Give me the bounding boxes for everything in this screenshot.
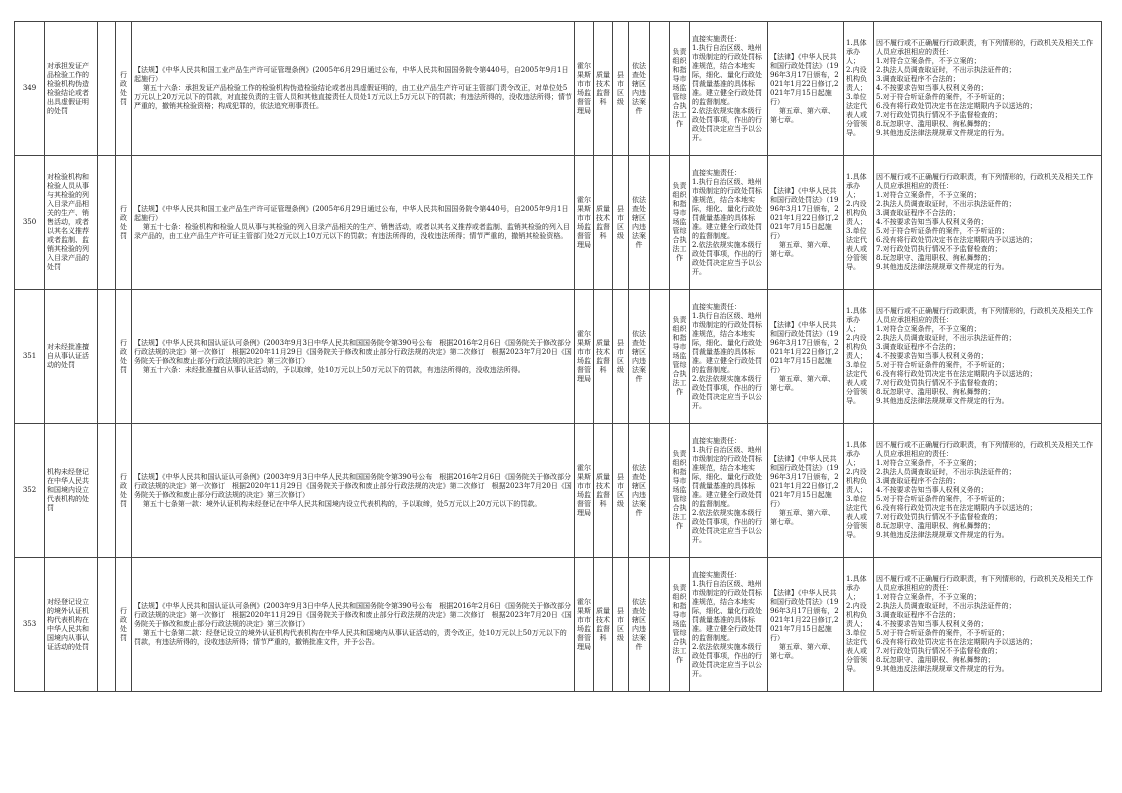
item-type: 行政处罚 [116, 290, 132, 424]
implementing-department: 霍尔果斯市市场监督管理局 [575, 558, 594, 692]
implementing-department: 霍尔果斯市市场监督管理局 [575, 290, 594, 424]
duty-scope: 依法查处辖区内违法案件 [629, 424, 650, 558]
accountability-clauses: 因不履行或不正确履行行政职责，有下列情形的，行政机关及相关工作人员应承担相应的责任： 1.对符合立案条件，不予立案的； 2.执法人员调查取证时，不出示执法证件的； 3.调查取证程序不合法的； 4.不按要求告知当事人权利义务的； 5.对于符合听证条件的案件，不予听证的； 6.没有将行政处罚决定书在法定期限内予以送达的； 7.对行政处罚执行情况不予监督检查的； 8.玩忽职守、滥用职权、徇私舞弊的； 9.其他违反法律法规规章文件规定的行为。 [874, 424, 1102, 558]
blank-cell [650, 22, 670, 156]
item-type: 行政处罚 [116, 424, 132, 558]
responsible-subject: 1.具体承办人； 2.内设机构负责人； 3.单位法定代表人或分管领导。 [844, 424, 874, 558]
blank-cell [98, 558, 116, 692]
responsible-office: 质量技术监督科 [594, 290, 613, 424]
duty-scope: 依法查处辖区内违法案件 [629, 290, 650, 424]
duty-content: 直接实施责任： 1.执行自治区级、地州市级制定的行政处罚标准规范，结合本地实际，细化、量化行政处罚裁量基准的具体标准。建立健全行政处罚的监督制度。 2.依法依规实施本级行政处罚事项，作出的行政处罚决定应当予以公开。 [690, 558, 768, 692]
row-number: 352 [15, 424, 45, 558]
implementing-department: 霍尔果斯市市场监督管理局 [575, 22, 594, 156]
duty-scope: 依法查处辖区内违法案件 [629, 156, 650, 290]
admin-level: 县市区级 [613, 290, 629, 424]
item-name: 对检验机构和检验人员从事与其检验的列入目录产品相关的生产、销售活动，或者以其名义推荐或者监制、监销其检验的列入目录产品的处罚 [45, 156, 98, 290]
blank-cell [650, 424, 670, 558]
table-row [15, 424, 1102, 558]
duty-legal-basis: 【法律】《中华人民共和国行政处罚法》（1996年3月17日颁布，2021年1月22日修订,2021年7月15日起施行） 第五章、第六章、第七章。 [768, 424, 844, 558]
blank-cell [98, 290, 116, 424]
duty-scope: 依法查处辖区内违法案件 [629, 22, 650, 156]
item-name: 对经登记设立的境外认证机构代表机构在中华人民共和国境内从事认证活动的处罚 [45, 558, 98, 692]
duty-content: 直接实施责任： 1.执行自治区级、地州市级制定的行政处罚标准规范，结合本地实际，细化、量化行政处罚裁量基准的具体标准。建立健全行政处罚的监督制度。 2.依法依规实施本级行政处罚事项，作出的行政处罚决定应当予以公开。 [690, 424, 768, 558]
legal-basis: 【法规】《中华人民共和国工业产品生产许可证管理条例》(2005年6月29日通过公布，中华人民共和国国务院令第440号，自2005年9月1日起施行） 第五十七条：检验机构和检验人员从事与其检验的列入目录产品相关的生产、销售活动，或者以其名义推荐或者监制、监销其检验的列入目录产品的，由工业产品生产许可证主管部门处2万元以上10万元以下的罚款；有违法所得的，没收违法所得；情节严重的，撤销其检验资格。 [132, 156, 575, 290]
duty-legal-basis: 【法律】《中华人民共和国行政处罚法》（1996年3月17日颁布，2021年1月22日修订,2021年7月15日起施行） 第五章、第六章、第七章。 [768, 156, 844, 290]
row-number: 349 [15, 22, 45, 156]
duty-body: 负责组织和指导市场监管综合执法工作 [670, 558, 690, 692]
responsible-office: 质量技术监督科 [594, 22, 613, 156]
row-number: 353 [15, 558, 45, 692]
duty-body: 负责组织和指导市场监管综合执法工作 [670, 22, 690, 156]
implementing-department: 霍尔果斯市市场监督管理局 [575, 156, 594, 290]
duty-legal-basis: 【法律】《中华人民共和国行政处罚法》（1996年3月17日颁布，2021年1月22日修订,2021年7月15日起施行） 第五章、第六章、第七章。 [768, 290, 844, 424]
blank-cell [98, 156, 116, 290]
table-row [15, 156, 1102, 290]
item-type: 行政处罚 [116, 558, 132, 692]
blank-cell [98, 424, 116, 558]
item-name: 机构未经登记在中华人民共和国境内设立代表机构的处罚 [45, 424, 98, 558]
duty-body: 负责组织和指导市场监管综合执法工作 [670, 424, 690, 558]
duty-legal-basis: 【法律】《中华人民共和国行政处罚法》（1996年3月17日颁布，2021年1月22日修订,2021年7月15日起施行） 第五章、第六章、第七章。 [768, 22, 844, 156]
power-list-table [14, 21, 1102, 692]
duty-content: 直接实施责任： 1.执行自治区级、地州市级制定的行政处罚标准规范，结合本地实际，细化、量化行政处罚裁量基准的具体标准。建立健全行政处罚的监督制度。 2.依法依规实施本级行政处罚事项，作出的行政处罚决定应当予以公开。 [690, 290, 768, 424]
accountability-clauses: 因不履行或不正确履行行政职责，有下列情形的，行政机关及相关工作人员应承担相应的责任： 1.对符合立案条件，不予立案的； 2.执法人员调查取证时，不出示执法证件的； 3.调查取证程序不合法的； 4.不按要求告知当事人权利义务的； 5.对于符合听证条件的案件，不予听证的； 6.没有将行政处罚决定书在法定期限内予以送达的； 7.对行政处罚执行情况不予监督检查的； 8.玩忽职守、滥用职权、徇私舞弊的； 9.其他违反法律法规规章文件规定的行为。 [874, 156, 1102, 290]
accountability-clauses: 因不履行或不正确履行行政职责，有下列情形的，行政机关及相关工作人员应承担相应的责任： 1.对符合立案条件，不予立案的； 2.执法人员调查取证时，不出示执法证件的； 3.调查取证程序不合法的； 4.不按要求告知当事人权利义务的； 5.对于符合听证条件的案件，不予听证的； 6.没有将行政处罚决定书在法定期限内予以送达的； 7.对行政处罚执行情况不予监督检查的； 8.玩忽职守、滥用职权、徇私舞弊的； 9.其他违反法律法规规章文件规定的行为。 [874, 558, 1102, 692]
duty-body: 负责组织和指导市场监管综合执法工作 [670, 156, 690, 290]
responsible-subject: 1.具体承办人； 2.内设机构负责人； 3.单位法定代表人或分管领导。 [844, 558, 874, 692]
responsible-office: 质量技术监督科 [594, 558, 613, 692]
blank-cell [650, 156, 670, 290]
table-row [15, 290, 1102, 424]
item-type: 行政处罚 [116, 22, 132, 156]
row-number: 350 [15, 156, 45, 290]
admin-level: 县市区级 [613, 424, 629, 558]
item-name: 对承担发证产品检验工作的检验机构伪造检验结论或者出具虚假证明的处罚 [45, 22, 98, 156]
implementing-department: 霍尔果斯市市场监督管理局 [575, 424, 594, 558]
accountability-clauses: 因不履行或不正确履行行政职责，有下列情形的，行政机关及相关工作人员应承担相应的责任： 1.对符合立案条件，不予立案的； 2.执法人员调查取证时，不出示执法证件的； 3.调查取证程序不合法的； 4.不按要求告知当事人权利义务的； 5.对于符合听证条件的案件，不予听证的； 6.没有将行政处罚决定书在法定期限内予以送达的； 7.对行政处罚执行情况不予监督检查的； 8.玩忽职守、滥用职权、徇私舞弊的； 9.其他违反法律法规规章文件规定的行为。 [874, 22, 1102, 156]
legal-basis: 【法规】《中华人民共和国认证认可条例》(2003年9月3日中华人民共和国国务院令第390号公布 根据2016年2月6日《国务院关于修改部分行政法规的决定》第一次修订 根据2020年11月29日《国务院关于修改和废止部分行政法规的决定》第二次修订 根据2023年7月20日《国务院关于修改和废止部分行政法规的决定》第三次修订） 第五十七条第一款：境外认证机构未经登记在中华人民共和国境内设立代表机构的，予以取缔，处5万元以上20万元以下的罚款。 [132, 424, 575, 558]
duty-scope: 依法查处辖区内违法案件 [629, 558, 650, 692]
legal-basis: 【法规】《中华人民共和国认证认可条例》(2003年9月3日中华人民共和国国务院令第390号公布 根据2016年2月6日《国务院关于修改部分行政法规的决定》第一次修订 根据2020年11月29日《国务院关于修改和废止部分行政法规的决定》第二次修订 根据2023年7月20日《国务院关于修改和废止部分行政法规的决定》第三次修订） 第五十六条：未经批准擅自从事认证活动的，予以取缔，处10万元以上50万元以下的罚款，有违法所得的，没收违法所得。 [132, 290, 575, 424]
blank-cell [98, 22, 116, 156]
legal-basis: 【法规】《中华人民共和国工业产品生产许可证管理条例》(2005年6月29日通过公布，中华人民共和国国务院令第440号，自2005年9月1日起施行） 第五十六条：承担发证产品检验工作的检验机构伪造检验结论或者出具虚假证明的，由工业产品生产许可证主管部门责令改正，对单位处5万元以上20万元以下的罚款，对直接负责的主管人员和其他直接责任人员处1万元以上5万元以下的罚款；有违法所得的，没收违法所得；情节严重的，撤销其检验资格；构成犯罪的，依法追究刑事责任。 [132, 22, 575, 156]
row-number: 351 [15, 290, 45, 424]
responsible-subject: 1.具体承办人； 2.内设机构负责人； 3.单位法定代表人或分管领导。 [844, 156, 874, 290]
admin-level: 县市区级 [613, 558, 629, 692]
duty-legal-basis: 【法律】《中华人民共和国行政处罚法》（1996年3月17日颁布，2021年1月22日修订,2021年7月15日起施行） 第五章、第六章、第七章。 [768, 558, 844, 692]
responsible-office: 质量技术监督科 [594, 424, 613, 558]
item-type: 行政处罚 [116, 156, 132, 290]
item-name: 对未经批准擅自从事认证活动的处罚 [45, 290, 98, 424]
blank-cell [650, 290, 670, 424]
responsible-subject: 1.具体承办人； 2.内设机构负责人； 3.单位法定代表人或分管领导。 [844, 22, 874, 156]
duty-content: 直接实施责任： 1.执行自治区级、地州市级制定的行政处罚标准规范，结合本地实际，细化、量化行政处罚裁量基准的具体标准。建立健全行政处罚的监督制度。 2.依法依规实施本级行政处罚事项，作出的行政处罚决定应当予以公开。 [690, 22, 768, 156]
legal-basis: 【法规】《中华人民共和国认证认可条例》(2003年9月3日中华人民共和国国务院令第390号公布 根据2016年2月6日《国务院关于修改部分行政法规的决定》第一次修订 根据2020年11月29日《国务院关于修改和废止部分行政法规的决定》第二次修订 根据2023年7月20日《国务院关于修改和废止部分行政法规的决定》第三次修订） 第五十七条第二款：经登记设立的境外认证机构代表机构在中华人民共和国境内从事认证活动的，责令改正，处10万元以上50万元以下的罚款，有违法所得的，没收违法所得；情节严重的，撤销批准文件，并予公告。 [132, 558, 575, 692]
accountability-clauses: 因不履行或不正确履行行政职责，有下列情形的，行政机关及相关工作人员应承担相应的责任： 1.对符合立案条件，不予立案的； 2.执法人员调查取证时，不出示执法证件的； 3.调查取证程序不合法的； 4.不按要求告知当事人权利义务的； 5.对于符合听证条件的案件，不予听证的； 6.没有将行政处罚决定书在法定期限内予以送达的； 7.对行政处罚执行情况不予监督检查的； 8.玩忽职守、滥用职权、徇私舞弊的； 9.其他违反法律法规规章文件规定的行为。 [874, 290, 1102, 424]
duty-content: 直接实施责任： 1.执行自治区级、地州市级制定的行政处罚标准规范，结合本地实际，细化、量化行政处罚裁量基准的具体标准。建立健全行政处罚的监督制度。 2.依法依规实施本级行政处罚事项，作出的行政处罚决定应当予以公开。 [690, 156, 768, 290]
table-row [15, 558, 1102, 692]
table-row [15, 22, 1102, 156]
admin-level: 县市区级 [613, 156, 629, 290]
responsible-subject: 1.具体承办人； 2.内设机构负责人； 3.单位法定代表人或分管领导。 [844, 290, 874, 424]
admin-level: 县市区级 [613, 22, 629, 156]
responsible-office: 质量技术监督科 [594, 156, 613, 290]
duty-body: 负责组织和指导市场监管综合执法工作 [670, 290, 690, 424]
blank-cell [650, 558, 670, 692]
